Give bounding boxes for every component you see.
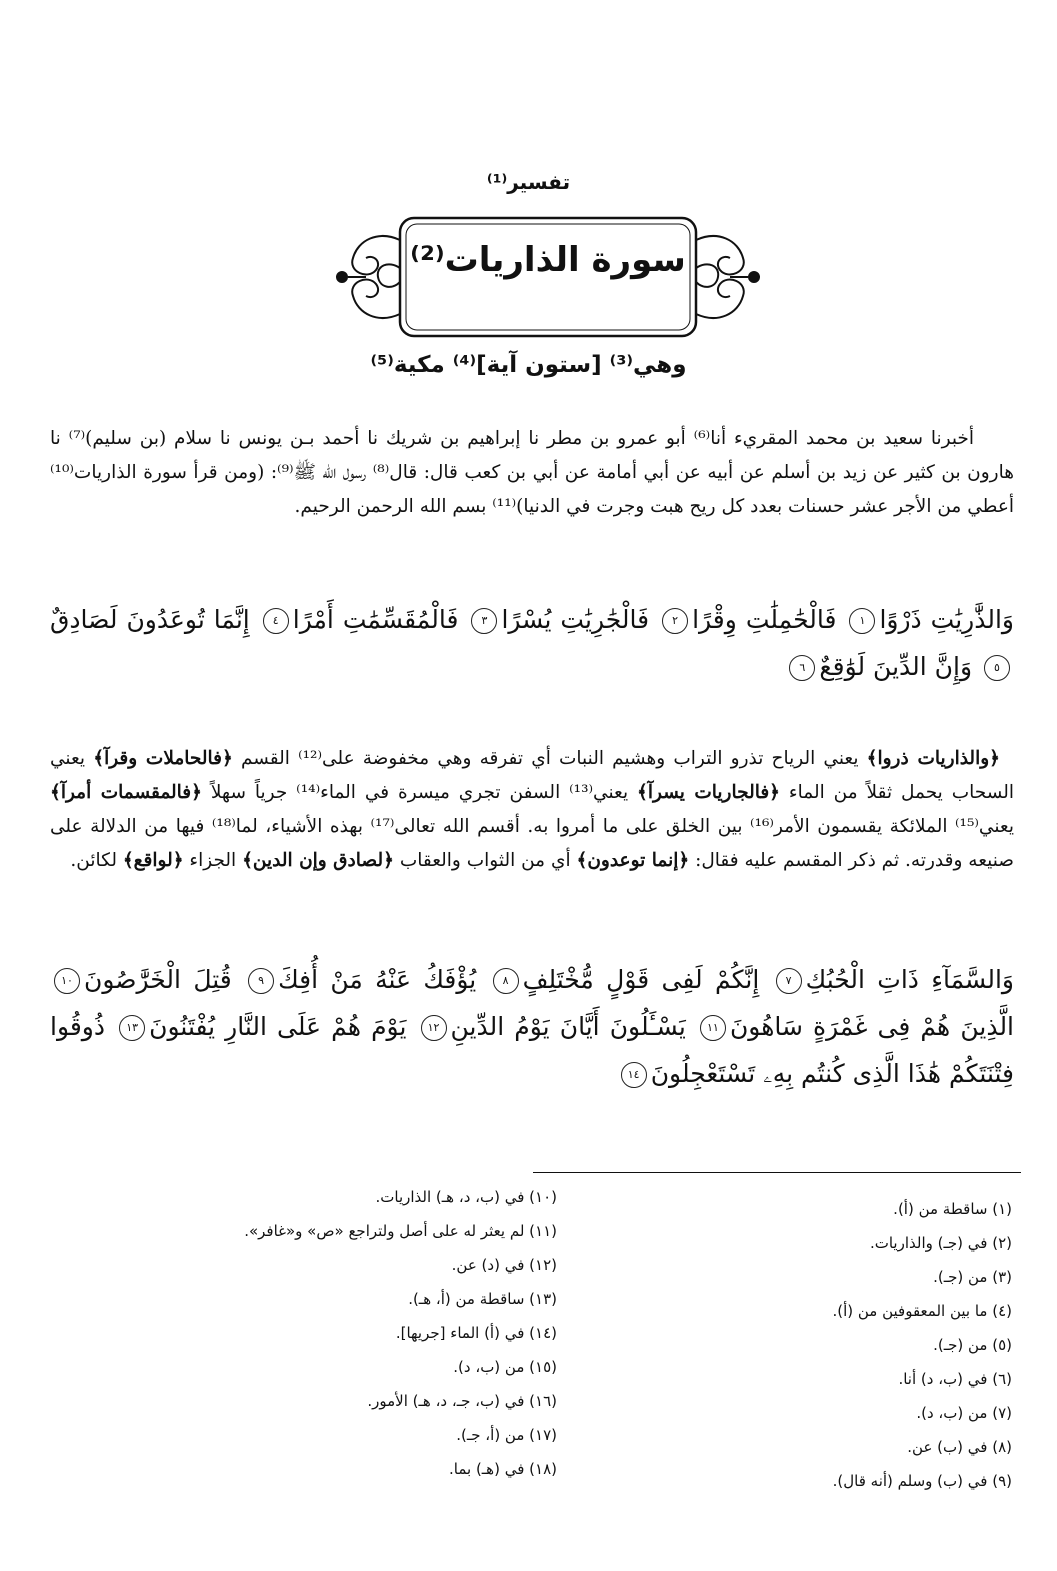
- footnote: (٤) ما بين المعقوفين من (أ).: [832, 1302, 1012, 1320]
- footnote: (١٥) من (ب، د).: [453, 1358, 557, 1376]
- verse-text: فَالْحَٰمِلَٰتِ وِقْرًا: [692, 605, 837, 634]
- quoted-verse: ﴿فالمقسمات أمرآ﴾: [50, 782, 202, 803]
- verse-text: يَسْـَٔلُونَ أَيَّانَ يَوْمُ الدِّينِ: [450, 1012, 686, 1041]
- quoted-verse: ﴿إنما توعدون﴾: [576, 850, 690, 871]
- ayah-number-marker: ١٣: [119, 1015, 145, 1041]
- ayah-number-marker: ١٤: [621, 1062, 647, 1088]
- footnote: (٦) في (ب، د) أنا.: [898, 1370, 1012, 1388]
- surah-title: سورة الذاريات⁽²⁾: [410, 240, 686, 280]
- verse-text: يُؤْفَكُ عَنْهُ مَنْ أُفِكَ: [278, 965, 477, 994]
- ayah-number-marker: ١١: [700, 1015, 726, 1041]
- footnote: (١٢) في (د) عن.: [451, 1256, 557, 1274]
- footnote: (١٨) في (هـ) بما.: [448, 1460, 557, 1478]
- verse-text: يَوْمَ هُمْ عَلَى النَّارِ يُفْتَنُونَ: [149, 1012, 407, 1041]
- ayah-number-marker: ٥: [984, 655, 1010, 681]
- verse-text: قُتِلَ الْخَرَّٰصُونَ: [84, 965, 232, 994]
- quoted-verse: ﴿لصادق وإن الدين﴾: [242, 850, 394, 871]
- footnote: (٢) في (جـ) والذاريات.: [869, 1234, 1012, 1252]
- commentary-text: يعني الرياح تذرو التراب وهشيم النبات أي تفرقه وهي مخفوضة على⁽¹²⁾ القسم: [232, 748, 867, 769]
- ayah-number-marker: ٨: [493, 968, 519, 994]
- footnotes-column-left: [87, 1180, 557, 1486]
- footnote: (١) ساقطة من (أ).: [893, 1200, 1012, 1218]
- tafsir-paragraph: [50, 742, 1014, 878]
- ayah-number-marker: ٦: [789, 655, 815, 681]
- ayah-number-marker: ٩: [248, 968, 274, 994]
- footnote: (٣) من (جـ).: [933, 1268, 1012, 1286]
- quran-block-2: [50, 956, 1014, 1097]
- quoted-verse: ﴿والذاريات ذروا﴾: [866, 748, 1000, 769]
- footnote: (١١) لم يعثر له على أصل ولتراجع «ص» و«غافر».: [244, 1222, 557, 1240]
- verse-text: فَالْجَٰرِيَٰتِ يُسْرًا: [501, 605, 650, 634]
- footnote: (١٣) ساقطة من (أ، هـ).: [408, 1290, 557, 1308]
- surah-subtitle: وهي⁽³⁾ [ستون آية]⁽⁴⁾ مكية⁽⁵⁾: [370, 352, 687, 378]
- verse-text: فَالْمُقَسِّمَٰتِ أَمْرًا: [292, 605, 459, 634]
- quoted-verse: ﴿فالجاريات يسرآ﴾: [637, 782, 781, 803]
- verse-text: إِنَّمَا تُوعَدُونَ لَصَادِقٌ: [50, 605, 250, 634]
- commentary-text: يعني⁽¹⁵⁾ الملائكة يقسمون الأمر⁽¹⁶⁾ بين الخلق على ما أمروا به. أقسم الله تعالى⁽¹⁷⁾ بهذه الأشياء، لما⁽¹⁸⁾ فيها من الدلالة على صنيعه وقدرته. ثم ذكر المقسم عليه فقال:: [50, 816, 1015, 871]
- verse-text: الَّذِينَ هُمْ فِى غَمْرَةٍ سَاهُونَ: [729, 1012, 1015, 1041]
- commentary-text: الجزاء: [183, 850, 243, 871]
- commentary-text: يعني⁽¹³⁾ السفن تجري ميسرة في الماء⁽¹⁴⁾ جرياً سهلاً: [201, 782, 638, 803]
- footnotes-column-right: [562, 1192, 1012, 1498]
- footnote: (١٦) في (ب، جـ، د، هـ) الأمور.: [367, 1392, 557, 1410]
- ayah-number-marker: ١: [849, 608, 875, 634]
- commentary-text: لكائن.: [70, 850, 123, 871]
- quoted-verse: ﴿فالحاملات وقرآ﴾: [93, 748, 233, 769]
- ayah-number-marker: ١٠: [54, 968, 80, 994]
- intro-paragraph: أخبرنا سعيد بن محمد المقريء أنا⁽⁶⁾ أبو عمرو بن مطر نا إبراهيم بن شريك نا أحمد بـن يونس نا سلام (بن سليم)⁽⁷⁾ نا هارون بن كثير عن زيد بن أسلم عن أبيه عن أبي أمامة عن أبي بن كعب قال: قال⁽⁸⁾ رسول الله ﷺ⁽⁹⁾: (ومن قرأ سورة الذاريات⁽¹⁰⁾ أعطي من الأجر عشر حسنات بعدد كل ريح هبت وجرت في الدنيا)⁽¹¹⁾ بسم الله الرحمن الرحيم.: [50, 428, 1014, 517]
- footnote: (١٧) من (أ، جـ).: [456, 1426, 557, 1444]
- tafsir-label: تفسير⁽¹⁾: [486, 170, 571, 194]
- ayah-number-marker: ٤: [263, 608, 289, 634]
- footnote-divider: [533, 1172, 1021, 1173]
- footnote: (٧) من (ب، د).: [916, 1404, 1012, 1422]
- ayah-number-marker: ٢: [662, 608, 688, 634]
- ayah-number-marker: ٣: [471, 608, 497, 634]
- verse-text: وَالذَّٰرِيَٰتِ ذَرْوًا: [879, 605, 1014, 634]
- footnote: (٨) في (ب) عن.: [907, 1438, 1012, 1456]
- verse-text: إِنَّكُمْ لَفِى قَوْلٍ مُّخْتَلِفٍ: [522, 965, 760, 994]
- footnote: (٥) من (جـ).: [933, 1336, 1012, 1354]
- footnote: (٩) في (ب) وسلم (أنه قال).: [832, 1472, 1012, 1490]
- quoted-verse: ﴿لواقع﴾: [122, 850, 184, 871]
- footnote: (١٤) في (أ) الماء [جريها].: [395, 1324, 557, 1342]
- verse-text: وَإِنَّ الدِّينَ لَوَٰقِعٌ: [819, 652, 973, 681]
- commentary-text: أي من الثواب والعقاب: [393, 850, 577, 871]
- footnote: (١٠) في (ب، د، هـ) الذاريات.: [375, 1188, 557, 1206]
- verse-text: وَالسَّمَآءِ ذَاتِ الْحُبُكِ: [805, 965, 1014, 994]
- ayah-number-marker: ٧: [776, 968, 802, 994]
- ayah-number-marker: ١٢: [421, 1015, 447, 1041]
- verse-text: ذُوقُوا فِتْنَتَكُمْ هَٰذَا الَّذِى كُنتُم بِهِۦ تَسْتَعْجِلُونَ: [50, 1012, 1014, 1088]
- commentary-text: يعني السحاب يحمل ثقلاً من الماء: [50, 748, 1014, 803]
- quran-block-1: [50, 596, 1014, 690]
